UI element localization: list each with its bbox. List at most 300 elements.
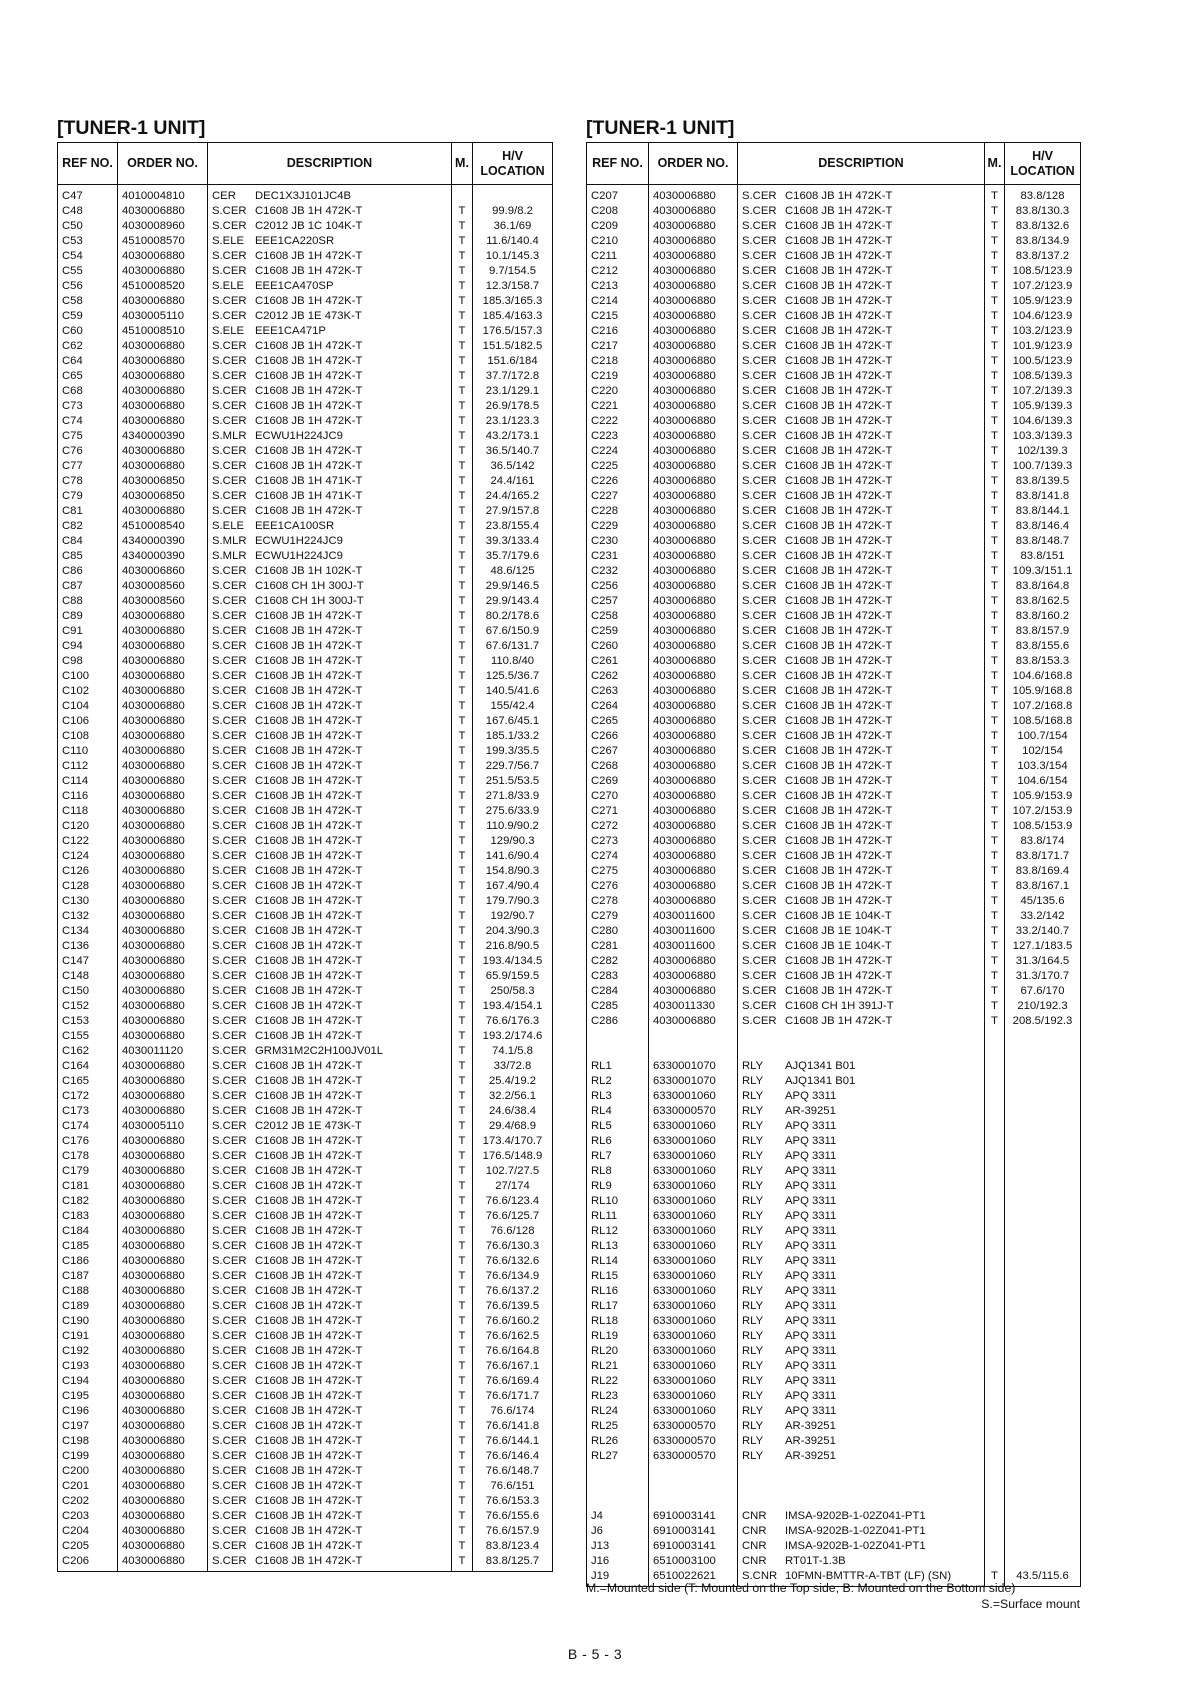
description-cell [208,1404,452,1419]
part-name: C1608 JB 1H 102K-T [255,565,363,577]
description-cell [738,909,985,924]
description-cell [738,1044,985,1059]
part-type: S.CER [212,1540,247,1552]
table-row [58,1284,553,1299]
part-type: S.CER [212,1285,247,1297]
ref-no-cell: C102 [58,684,118,699]
mounted-side-cell: T [452,579,473,594]
mounted-side-cell: T [452,999,473,1014]
mounted-side-cell: T [452,1029,473,1044]
table-row [58,804,553,819]
location-cell: 76.6/144.1 [473,1434,553,1449]
table-row [587,1119,1081,1134]
table-row [587,939,1081,954]
mounted-side-cell: T [985,654,1005,669]
order-no-cell: 4030011120 [118,1044,208,1059]
order-no-cell: 6330001060 [649,1239,738,1254]
table-row [587,1104,1081,1119]
part-type: S.CER [742,355,777,367]
ref-no-cell: C267 [587,744,649,759]
part-type: S.CER [212,1435,247,1447]
mounted-side-cell: T [985,984,1005,999]
description-cell [738,699,985,714]
description-cell [738,414,985,429]
order-no-cell: 4030006880 [649,849,738,864]
order-no-cell: 6330001060 [649,1179,738,1194]
part-type: S.CER [212,205,247,217]
description-cell [208,1059,452,1074]
part-name: C1608 JB 1H 472K-T [255,250,363,262]
order-no-cell: 4030006880 [118,1329,208,1344]
location-cell: 275.6/33.9 [473,804,553,819]
mounted-side-cell: T [452,1269,473,1284]
location-cell [1005,1059,1081,1074]
description-cell [208,1389,452,1404]
location-cell: 12.3/158.7 [473,279,553,294]
description-cell [208,744,452,759]
part-type: S.CER [742,250,777,262]
part-type: S.CER [742,625,777,637]
mounted-side-cell: T [452,1089,473,1104]
part-name: C1608 JB 1H 472K-T [785,640,893,652]
part-type: S.CER [212,295,247,307]
table-row [58,654,553,669]
table-row [58,969,553,984]
ref-no-cell: C78 [58,474,118,489]
table-row [58,1554,553,1572]
ref-no-cell: C262 [587,669,649,684]
ref-no-cell: C94 [58,639,118,654]
right-table-body [587,185,1081,1587]
location-cell: 33.2/142 [1005,909,1081,924]
part-type: S.CER [742,235,777,247]
part-name: C1608 JB 1H 472K-T [255,955,363,967]
order-no-cell: 4030006880 [649,279,738,294]
part-type: S.CER [742,265,777,277]
table-row [587,1179,1081,1194]
part-name: C1608 JB 1H 472K-T [255,1210,363,1222]
order-no-cell: 4030006880 [118,804,208,819]
part-type: S.CER [212,265,247,277]
description-cell [738,1359,985,1374]
table-row [587,444,1081,459]
mounted-side-cell: T [452,474,473,489]
location-cell: 104.6/123.9 [1005,309,1081,324]
order-no-cell: 4030006880 [118,879,208,894]
mounted-side-cell: T [985,789,1005,804]
table-row [58,594,553,609]
description-cell [738,879,985,894]
description-cell [738,1104,985,1119]
order-no-cell: 4030006880 [118,249,208,264]
order-no-cell: 4030006880 [118,1389,208,1404]
description-cell [738,444,985,459]
table-row [58,714,553,729]
description-cell [738,924,985,939]
description-cell [208,1254,452,1269]
mounted-side-cell [985,1224,1005,1239]
order-no-cell: 4030008560 [118,594,208,609]
order-no-cell: 4030006880 [649,324,738,339]
order-no-cell: 4030006880 [118,1299,208,1314]
mounted-side-cell [985,1509,1005,1524]
order-no-cell: 4030008560 [118,579,208,594]
description-cell [738,1479,985,1494]
location-cell: 83.8/160.2 [1005,609,1081,624]
location-cell: 76.6/164.8 [473,1344,553,1359]
ref-no-cell: C263 [587,684,649,699]
description-cell [208,1239,452,1254]
ref-no-cell: RL19 [587,1329,649,1344]
ref-no-cell: RL23 [587,1389,649,1404]
ref-no-cell: C210 [587,234,649,249]
part-name: C1608 JB 1H 472K-T [785,655,893,667]
order-no-cell: 4030006880 [649,969,738,984]
description-cell [208,444,452,459]
ref-no-cell: RL26 [587,1434,649,1449]
ref-no-cell: C136 [58,939,118,954]
mounted-side-cell: T [452,639,473,654]
location-cell: 76.6/171.7 [473,1389,553,1404]
table-row [587,1464,1081,1479]
mounted-side-cell [452,185,473,205]
table-row [58,369,553,384]
ref-no-cell: C230 [587,534,649,549]
location-cell: 83.8/171.7 [1005,849,1081,864]
description-cell [208,519,452,534]
ref-no-cell: C218 [587,354,649,369]
ref-no-cell: C209 [587,219,649,234]
location-cell: 155/42.4 [473,699,553,714]
part-name: APQ 3311 [785,1195,837,1207]
table-row [58,1179,553,1194]
part-name: EEE1CA470SP [255,280,334,292]
location-cell: 83.8/144.1 [1005,504,1081,519]
order-no-cell: 4030006880 [649,879,738,894]
ref-no-cell: C155 [58,1029,118,1044]
ref-no-cell: C225 [587,459,649,474]
part-type: S.CER [742,730,777,742]
part-name: C1608 JB 1H 472K-T [255,505,363,517]
order-no-cell: 4030006880 [118,609,208,624]
order-no-cell: 4030006880 [118,909,208,924]
part-name: APQ 3311 [785,1405,837,1417]
mounted-side-cell: T [985,954,1005,969]
location-cell [1005,1329,1081,1344]
table-row [58,354,553,369]
part-name: C1608 JB 1H 472K-T [255,760,363,772]
part-name: C1608 JB 1H 472K-T [785,790,893,802]
description-cell [738,609,985,624]
description-cell [208,504,452,519]
mounted-side-cell: T [985,849,1005,864]
part-name: C1608 JB 1H 472K-T [255,1060,363,1072]
location-cell: 83.8/162.5 [1005,594,1081,609]
part-type: S.CER [742,190,777,202]
location-cell: 24.4/165.2 [473,489,553,504]
mounted-side-cell [985,1464,1005,1479]
location-cell: 229.7/56.7 [473,759,553,774]
location-cell: 108.5/153.9 [1005,819,1081,834]
ref-no-cell: C75 [58,429,118,444]
table-row [58,624,553,639]
ref-no-cell: C201 [58,1479,118,1494]
description-cell [738,1494,985,1509]
table-row [58,1419,553,1434]
location-cell: 107.2/153.9 [1005,804,1081,819]
part-name: C1608 CH 1H 300J-T [255,595,364,607]
part-name: C1608 JB 1H 472K-T [785,370,893,382]
part-name: C1608 JB 1H 472K-T [255,1495,363,1507]
order-no-cell: 4030011600 [649,909,738,924]
ref-no-cell: C48 [58,204,118,219]
description-cell [738,774,985,789]
part-type: S.CER [742,385,777,397]
part-name: C1608 JB 1H 472K-T [255,1480,363,1492]
table-row [58,1104,553,1119]
table-row [587,309,1081,324]
table-row [58,894,553,909]
part-type: S.CER [212,775,247,787]
location-cell: 11.6/140.4 [473,234,553,249]
table-row [58,1089,553,1104]
mounted-side-cell: T [985,519,1005,534]
order-no-cell: 4030006880 [118,1554,208,1572]
description-cell [208,1209,452,1224]
location-cell [1005,1449,1081,1464]
mounted-side-cell: T [985,969,1005,984]
location-cell: 104.6/154 [1005,774,1081,789]
table-row [58,204,553,219]
part-name: C1608 JB 1H 472K-T [785,670,893,682]
part-name: C1608 JB 1E 104K-T [785,910,892,922]
order-no-cell [649,1479,738,1494]
order-no-cell: 4030006880 [649,459,738,474]
part-name: 10FMN-BMTTR-A-TBT (LF) (SN) [785,1570,952,1582]
table-row [58,819,553,834]
ref-no-cell: C192 [58,1344,118,1359]
part-type: S.CER [742,475,777,487]
mounted-side-cell: T [452,429,473,444]
ref-no-cell: C260 [587,639,649,654]
ref-no-cell: C261 [587,654,649,669]
location-cell [1005,1209,1081,1224]
order-no-cell: 4030006880 [118,834,208,849]
part-name: C1608 JB 1H 472K-T [255,445,363,457]
ref-no-cell: C207 [587,185,649,205]
part-type: S.CER [212,415,247,427]
mounted-side-cell [985,1344,1005,1359]
table-row [587,1479,1081,1494]
part-type: S.CER [212,1240,247,1252]
table-row [58,219,553,234]
description-cell [208,909,452,924]
order-no-cell: 4030006880 [118,699,208,714]
ref-no-cell: C275 [587,864,649,879]
location-cell [1005,1479,1081,1494]
mounted-side-cell: T [452,684,473,699]
part-name: C1608 JB 1H 472K-T [255,1540,363,1552]
part-type: RLY [742,1105,764,1117]
table-row [58,1404,553,1419]
part-type: S.CER [212,1210,247,1222]
description-cell [208,579,452,594]
description-cell [208,669,452,684]
part-type: S.CER [742,655,777,667]
location-cell: 102/139.3 [1005,444,1081,459]
table-row [58,324,553,339]
order-no-cell: 4030006880 [649,399,738,414]
header-mounted: M. [452,143,473,185]
table-row [587,999,1081,1014]
description-cell [738,1374,985,1389]
mounted-side-cell [985,1059,1005,1074]
ref-no-cell: C196 [58,1404,118,1419]
part-name: C1608 JB 1H 472K-T [785,700,893,712]
table-row [58,564,553,579]
location-cell: 83.8/137.2 [1005,249,1081,264]
table-row [587,1509,1081,1524]
part-name: ECWU1H224JC9 [255,550,343,562]
mounted-side-note: M.=Mounted side (T: Mounted on the Top side, B: Mounted on the Bottom side) [586,1581,1016,1595]
description-cell [208,699,452,714]
description-cell [208,894,452,909]
mounted-side-cell [985,1104,1005,1119]
order-no-cell: 4030006880 [118,999,208,1014]
description-cell [738,534,985,549]
order-no-cell: 4030006880 [649,204,738,219]
table-row [58,249,553,264]
description-cell [208,834,452,849]
part-name: C1608 JB 1H 472K-T [255,820,363,832]
description-cell [738,459,985,474]
mounted-side-cell: T [985,204,1005,219]
part-type: S.CER [742,580,777,592]
part-type: S.CER [742,490,777,502]
mounted-side-cell: T [985,864,1005,879]
location-cell: 110.9/90.2 [473,819,553,834]
location-cell: 76.6/123.4 [473,1194,553,1209]
part-type: S.CER [212,1525,247,1537]
location-cell: 167.4/90.4 [473,879,553,894]
part-type: RLY [742,1270,764,1282]
ref-no-cell: C104 [58,699,118,714]
ref-no-cell: C204 [58,1524,118,1539]
part-type: S.CER [742,910,777,922]
table-row [58,1134,553,1149]
description-cell [208,414,452,429]
ref-no-cell: C73 [58,399,118,414]
location-cell [1005,1524,1081,1539]
location-cell: 204.3/90.3 [473,924,553,939]
part-type: RLY [742,1300,764,1312]
description-cell [208,1074,452,1089]
order-no-cell: 4030006880 [649,474,738,489]
mounted-side-cell: T [985,534,1005,549]
order-no-cell: 4030006880 [649,894,738,909]
order-no-cell: 4030005110 [118,309,208,324]
table-row [58,1269,553,1284]
order-no-cell: 6910003141 [649,1509,738,1524]
part-name: APQ 3311 [785,1180,837,1192]
table-row [58,489,553,504]
ref-no-cell: C89 [58,609,118,624]
table-row [587,1074,1081,1089]
order-no-cell: 4030006880 [118,924,208,939]
order-no-cell: 4030006880 [118,1224,208,1239]
part-type: S.CER [212,1075,247,1087]
order-no-cell: 6330001060 [649,1389,738,1404]
table-row [58,1194,553,1209]
location-cell: 102/154 [1005,744,1081,759]
description-cell [738,1224,985,1239]
part-type: S.CER [212,640,247,652]
order-no-cell: 4030006880 [649,369,738,384]
description-cell [208,924,452,939]
ref-no-cell: C226 [587,474,649,489]
part-type: S.CER [212,505,247,517]
part-name: APQ 3311 [785,1390,837,1402]
description-cell [208,639,452,654]
order-no-cell: 6330001060 [649,1194,738,1209]
table-row [587,909,1081,924]
mounted-side-cell: T [985,489,1005,504]
table-row [587,969,1081,984]
mounted-side-cell: T [985,624,1005,639]
table-row [587,1344,1081,1359]
part-name: APQ 3311 [785,1315,837,1327]
part-type: S.CER [212,865,247,877]
mounted-side-cell: T [985,819,1005,834]
description-cell [738,1239,985,1254]
description-cell [208,294,452,309]
table-row [58,699,553,714]
order-no-cell: 6330000570 [649,1434,738,1449]
location-cell [1005,1464,1081,1479]
part-type: S.CNR [742,1570,778,1582]
part-type: S.CER [212,220,247,232]
description-cell [738,1284,985,1299]
part-type: RLY [742,1375,764,1387]
mounted-side-cell: T [985,744,1005,759]
table-row [58,954,553,969]
part-name: C1608 JB 1H 472K-T [255,985,363,997]
description-cell [208,759,452,774]
table-row [58,1209,553,1224]
location-cell: 107.2/168.8 [1005,699,1081,714]
ref-no-cell: C258 [587,609,649,624]
part-name: AR-39251 [785,1450,836,1462]
table-row [58,1389,553,1404]
location-cell: 48.6/125 [473,564,553,579]
description-cell [738,894,985,909]
ref-no-cell: C98 [58,654,118,669]
table-row [58,774,553,789]
header-description: DESCRIPTION [738,143,985,185]
description-cell [738,204,985,219]
description-cell [208,789,452,804]
description-cell [738,819,985,834]
part-type: S.ELE [212,325,245,337]
part-type: S.CER [742,1000,777,1012]
mounted-side-cell [985,1449,1005,1464]
location-cell [1005,1104,1081,1119]
mounted-side-cell: T [985,834,1005,849]
part-type: S.CER [212,1495,247,1507]
ref-no-cell: C266 [587,729,649,744]
part-name: C1608 JB 1H 472K-T [785,745,893,757]
ref-no-cell: C203 [58,1509,118,1524]
